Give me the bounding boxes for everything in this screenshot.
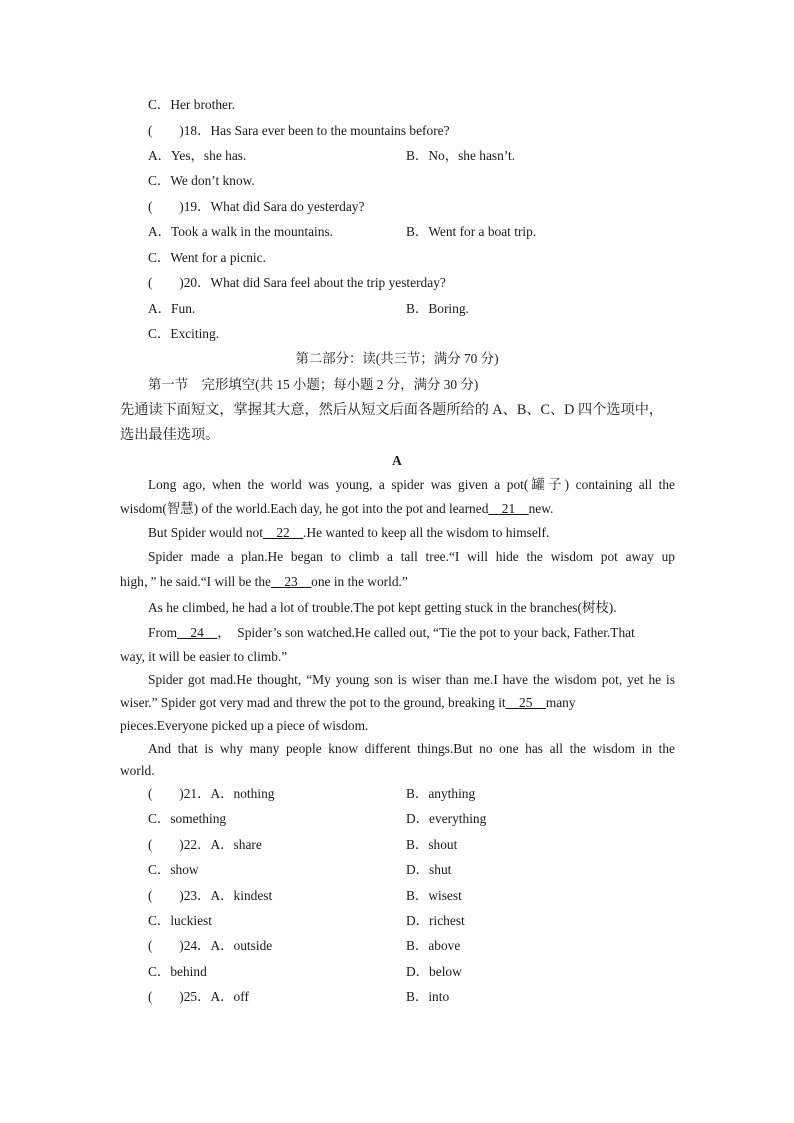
- passage-p7-line2: world.: [120, 763, 155, 778]
- passage-p4: As he climbed, he had a lot of trouble.The pot kept getting stuck in the branches(树枝).: [148, 600, 617, 615]
- q23-option-c: C．luckiest: [148, 913, 212, 928]
- passage-p2: [148, 524, 549, 542]
- passage-text: .He wanted to keep all the wisdom to himself.: [303, 525, 550, 540]
- blank-24: __24__: [177, 625, 218, 640]
- passage-p1-line1: Long ago, when the world was young, a spider was given a pot(罐子) containing all the: [148, 477, 675, 492]
- q22-option-c: C．show: [148, 862, 199, 877]
- q19-stem: ( )19．What did Sara do yesterday?: [148, 199, 365, 214]
- q24-stem: ( )24．A．outside: [148, 938, 273, 953]
- q25-option-b: B．into: [406, 989, 450, 1004]
- q21-option-b: B．anything: [406, 786, 476, 801]
- passage-p1-line2: [120, 500, 553, 518]
- passage-text: wisdom(智慧) of the world.Each day, he got into the pot and learned: [120, 501, 489, 516]
- passage-p6-line1: Spider got mad.He thought, “My young son is wiser than me.I have the wisdom pot, yet he is: [148, 672, 675, 687]
- q19-option-c: C．Went for a picnic.: [148, 250, 266, 265]
- passage-text: But Spider would not: [148, 525, 263, 540]
- part2-title: 第二部分：读(共三节；满分 70 分): [295, 351, 499, 366]
- q20-stem: ( )20．What did Sara feel about the trip yesterday?: [148, 275, 446, 290]
- q25-stem: ( )25．A．off: [148, 989, 249, 1004]
- passage-text: wiser.” Spider got very mad and threw the pot to the ground, breaking it: [120, 695, 506, 710]
- blank-25: __25__: [505, 695, 546, 710]
- q18-stem: ( )18．Has Sara ever been to the mountains before?: [148, 123, 450, 138]
- q24-option-d: D．below: [406, 964, 462, 979]
- q19-option-b: B．Went for a boat trip.: [406, 224, 537, 239]
- blank-21: __21__: [488, 501, 529, 516]
- q18-option-a: A．Yes，she has.: [148, 148, 247, 163]
- q22-option-b: B．shout: [406, 837, 458, 852]
- q23-stem: ( )23．A．kindest: [148, 888, 273, 903]
- blank-23: __23__: [270, 574, 312, 589]
- instruction-line-2: 选出最佳选项。: [120, 427, 220, 443]
- q19-option-a: A．Took a walk in the mountains.: [148, 224, 334, 239]
- q22-option-d: D．shut: [406, 862, 452, 877]
- q24-option-b: B．above: [406, 938, 461, 953]
- instruction-line-1: 先通读下面短文，掌握其大意，然后从短文后面各题所给的 A、B、C、D 四个选项中，: [120, 402, 664, 418]
- q17-option-c: C．Her brother.: [148, 97, 236, 112]
- section1-title: 第一节 完形填空(共 15 小题；每小题 2 分，满分 30 分): [148, 377, 479, 392]
- passage-text: one in the world.”: [311, 574, 408, 589]
- q23-option-d: D．richest: [406, 913, 465, 928]
- q21-stem: ( )21．A．nothing: [148, 786, 275, 801]
- passage-text: ， Spider’s son watched.He called out, “Tie the pot to your back, Father.That: [217, 625, 635, 640]
- passage-p7-line1: And that is why many people know different things.But no one has all the wisdom in the: [148, 741, 675, 756]
- passage-text: From: [148, 625, 178, 640]
- passage-text: many: [545, 695, 576, 710]
- passage-p5-line2: way, it will be easier to climb.”: [120, 649, 288, 664]
- passage-text: new.: [528, 501, 554, 516]
- passage-p6-line3: pieces.Everyone picked up a piece of wisdom.: [120, 718, 369, 733]
- q24-option-c: C．behind: [148, 964, 207, 979]
- q20-option-b: B．Boring.: [406, 301, 469, 316]
- q18-option-b: B．No，she hasn’t.: [406, 148, 516, 163]
- q18-option-c: C．We don’t know.: [148, 173, 255, 188]
- passage-p3-line1: Spider made a plan.He began to climb a tall tree.“I will hide the wisdom pot away up: [148, 549, 675, 564]
- q21-option-c: C．something: [148, 811, 227, 826]
- passage-label: A: [392, 453, 402, 468]
- passage-text: high，” he said.“I will be the: [120, 574, 271, 589]
- q23-option-b: B．wisest: [406, 888, 462, 903]
- q21-option-d: D．everything: [406, 811, 487, 826]
- q22-stem: ( )22．A．share: [148, 837, 262, 852]
- blank-22: __22__: [262, 525, 304, 540]
- q20-option-a: A．Fun.: [148, 301, 196, 316]
- passage-p5-line1: [148, 624, 635, 642]
- passage-p6-line2: [120, 694, 576, 712]
- q20-option-c: C．Exciting.: [148, 326, 220, 341]
- passage-p3-line2: [120, 573, 408, 591]
